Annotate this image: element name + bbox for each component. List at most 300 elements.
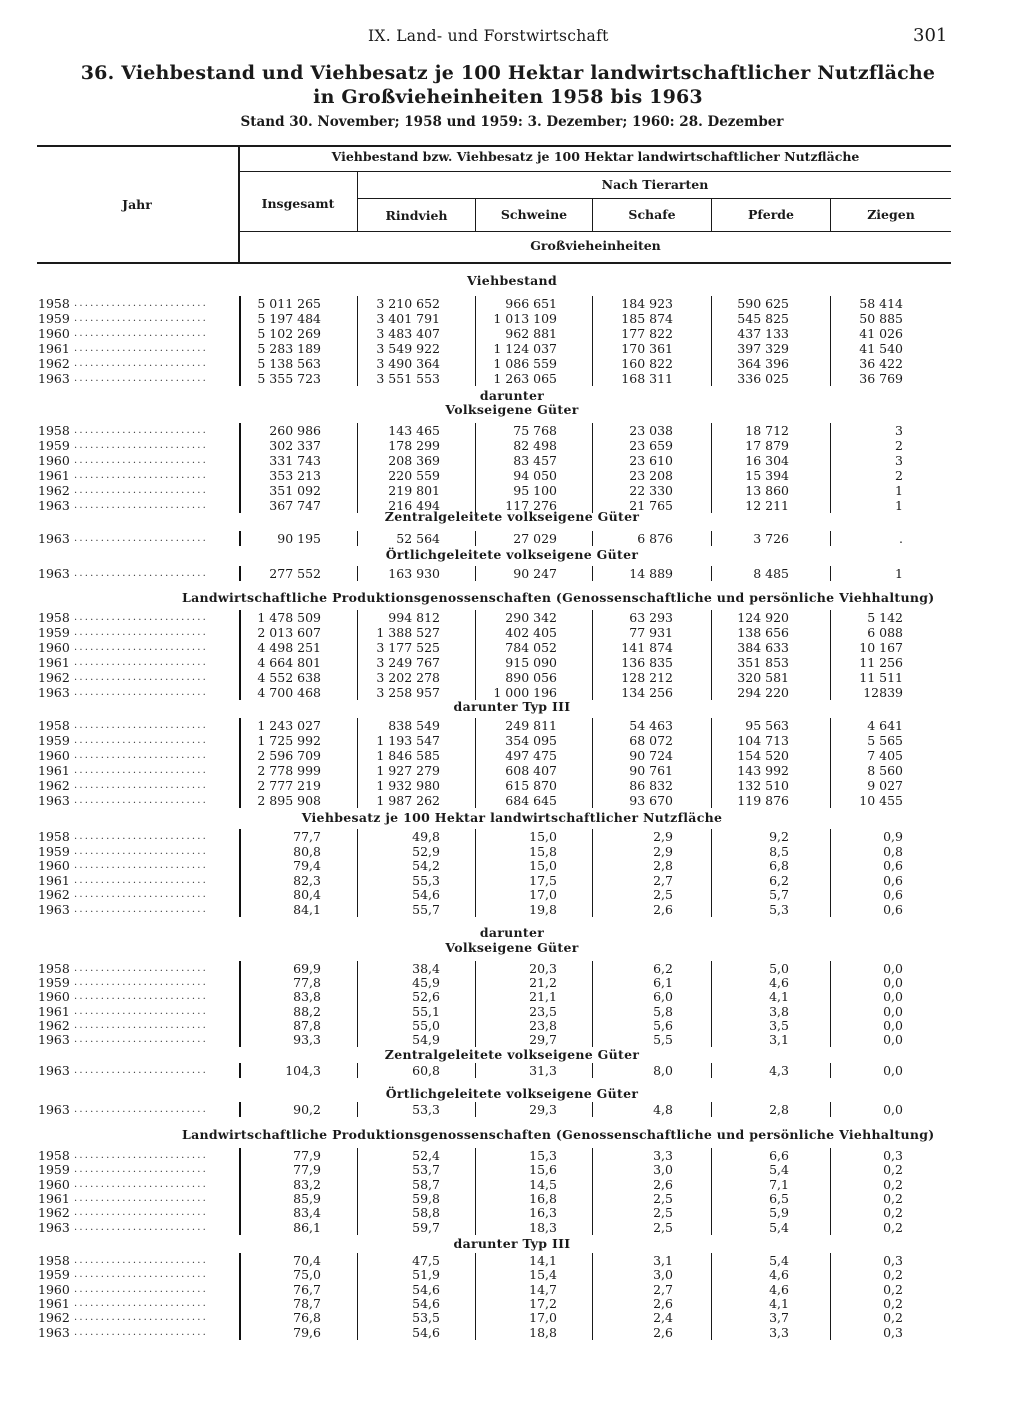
- row-year: 1958: [38, 829, 70, 844]
- cell-value: 290 342: [505, 610, 557, 625]
- column-rule: [239, 1267, 241, 1282]
- column-rule: [475, 1018, 476, 1033]
- cell-value: 5,6: [653, 1017, 673, 1033]
- cell-value: 3,0: [653, 1267, 673, 1283]
- cell-value: 4 552 638: [257, 669, 321, 685]
- cell-value: 15 394: [745, 467, 789, 483]
- leader-dots: . . . . . . . . . . . . . . . . . . . . . . . . .: [74, 831, 206, 842]
- column-rule: [239, 296, 241, 311]
- column-rule: [830, 423, 831, 438]
- column-rule: [592, 1205, 593, 1220]
- column-rule: [357, 844, 358, 859]
- cell-value: 0,2: [883, 1219, 903, 1235]
- table-row: [0, 454, 1024, 467]
- column-rule: [239, 670, 241, 685]
- column-rule: [357, 655, 358, 670]
- leader-dots: . . . . . . . . . . . . . . . . . . . . . . . . .: [74, 977, 206, 989]
- cell-value: 0,6: [883, 872, 903, 888]
- column-rule: [475, 1162, 476, 1177]
- column-rule: [239, 902, 241, 917]
- row-year: 1960: [38, 1281, 70, 1297]
- table-row: [0, 764, 1024, 777]
- row-year: 1963: [38, 1063, 70, 1078]
- column-rule: [475, 1282, 476, 1297]
- column-rule: [475, 1296, 476, 1311]
- column-rule: [592, 566, 593, 581]
- cell-value: 5 138 563: [257, 355, 321, 371]
- cell-value: 5 142: [867, 610, 903, 625]
- row-year: 1958: [38, 296, 70, 311]
- column-rule: [711, 902, 712, 917]
- column-rule: [711, 718, 712, 733]
- cell-value: 1 927 279: [376, 762, 440, 778]
- cell-value: 15,4: [529, 1267, 557, 1283]
- column-rule: [239, 748, 241, 763]
- leader-dots: . . . . . . . . . . . . . . . . . . . . . . . . .: [74, 904, 206, 915]
- leader-dots: . . . . . . . . . . . . . . . . . . . . . . . . .: [74, 484, 206, 496]
- column-rule: [830, 670, 831, 685]
- cell-value: 6 088: [867, 624, 903, 640]
- column-rule: [830, 655, 831, 670]
- row-year: 1961: [38, 762, 70, 778]
- table-row: [0, 1221, 1024, 1234]
- column-rule: [711, 748, 712, 763]
- cell-value: 220 559: [388, 467, 440, 483]
- cell-value: 12 211: [745, 497, 789, 513]
- column-rule: [711, 829, 712, 844]
- cell-value: 6,5: [769, 1190, 789, 1206]
- column-rule: [711, 844, 712, 859]
- row-year: 1963: [38, 1219, 70, 1235]
- column-rule: [475, 1032, 476, 1047]
- column-rule: [357, 1148, 358, 1163]
- column-rule: [357, 829, 358, 844]
- cell-value: 966 651: [505, 296, 557, 311]
- cell-value: 336 025: [737, 370, 789, 386]
- row-year: 1961: [38, 340, 70, 356]
- column-rule: [592, 1032, 593, 1047]
- cell-value: 2,7: [653, 1281, 673, 1297]
- cell-value: 17,0: [529, 1310, 557, 1326]
- column-rule: [592, 531, 593, 546]
- column-rule: [830, 1191, 831, 1206]
- column-rule: [711, 989, 712, 1004]
- cell-value: 90 724: [629, 747, 673, 763]
- column-rule: [239, 718, 241, 733]
- cell-value: 3: [895, 423, 903, 438]
- cell-value: 0,2: [883, 1281, 903, 1297]
- column-rule: [475, 748, 476, 763]
- column-rule: [592, 341, 593, 356]
- cell-value: 45,9: [412, 975, 440, 991]
- cell-value: 60,8: [412, 1063, 440, 1078]
- column-rule: [239, 887, 241, 902]
- column-rule: [239, 483, 241, 498]
- cell-value: 29,3: [529, 1102, 557, 1117]
- cell-value: 331 743: [269, 452, 321, 468]
- cell-value: 2,9: [653, 843, 673, 859]
- column-rule: [357, 1102, 358, 1117]
- cell-value: 915 090: [505, 654, 557, 670]
- row-year: 1959: [38, 1267, 70, 1283]
- leader-dots: . . . . . . . . . . . . . . . . . . . . . . . . .: [74, 889, 206, 901]
- cell-value: 1 263 065: [493, 370, 557, 386]
- leader-dots: . . . . . . . . . . . . . . . . . . . . . . . . .: [74, 499, 206, 511]
- table-row: [0, 611, 1024, 624]
- cell-value: 0,3: [883, 1253, 903, 1268]
- leader-dots: . . . . . . . . . . . . . . . . . . . . . . . . .: [74, 686, 206, 698]
- column-rule: [592, 483, 593, 498]
- column-rule: [357, 748, 358, 763]
- table-row: [0, 779, 1024, 792]
- table-row: [0, 424, 1024, 437]
- cell-value: 4,1: [769, 989, 789, 1005]
- section-subtitle: Volkseigene Güter: [445, 940, 579, 955]
- cell-value: 2,4: [653, 1310, 673, 1326]
- column-rule: [357, 1177, 358, 1192]
- column-rule: [830, 1102, 831, 1117]
- cell-value: 6 876: [637, 531, 673, 546]
- cell-value: 22 330: [629, 482, 673, 498]
- cell-value: 143 465: [388, 423, 440, 438]
- table-row: [0, 484, 1024, 497]
- cell-value: 15,8: [529, 843, 557, 859]
- column-rule: [357, 1282, 358, 1297]
- leader-dots: . . . . . . . . . . . . . . . . . . . . . . . . .: [74, 1326, 206, 1338]
- column-rule: [357, 1191, 358, 1206]
- cell-value: 0,0: [883, 961, 903, 976]
- cell-value: 58,8: [412, 1205, 440, 1221]
- cell-value: 249 811: [505, 718, 557, 733]
- row-year: 1961: [38, 654, 70, 670]
- row-year: 1958: [38, 610, 70, 625]
- row-year: 1959: [38, 437, 70, 453]
- cell-value: 83,8: [293, 989, 321, 1005]
- cell-value: 545 825: [737, 310, 789, 326]
- column-rule: [830, 625, 831, 640]
- leader-dots: . . . . . . . . . . . . . . . . . . . . . . . . .: [74, 860, 206, 872]
- cell-value: 5 355 723: [257, 370, 321, 386]
- column-rule: [239, 989, 241, 1004]
- cell-value: 168 311: [621, 370, 673, 386]
- column-rule: [357, 1018, 358, 1033]
- column-rule: [239, 1296, 241, 1311]
- cell-value: 2 777 219: [257, 777, 321, 793]
- column-rule: [592, 438, 593, 453]
- header-col-rindvieh: Rindvieh: [385, 208, 448, 223]
- column-rule: [711, 1205, 712, 1220]
- column-rule: [592, 1063, 593, 1078]
- cell-value: 3 401 791: [376, 310, 440, 326]
- leader-dots: . . . . . . . . . . . . . . . . . . . . . . . . .: [74, 357, 206, 369]
- cell-value: 23,8: [529, 1017, 557, 1033]
- cell-value: 94 050: [513, 467, 557, 483]
- table-row: [0, 1297, 1024, 1310]
- cell-value: 0,3: [883, 1148, 903, 1163]
- column-rule: [239, 453, 241, 468]
- cell-value: 80,4: [293, 887, 321, 903]
- cell-value: 10 167: [859, 639, 903, 655]
- column-rule: [239, 763, 241, 778]
- cell-value: 29,7: [529, 1032, 557, 1047]
- row-year: 1962: [38, 887, 70, 903]
- cell-value: 0,2: [883, 1310, 903, 1326]
- row-year: 1963: [38, 566, 70, 581]
- column-rule: [711, 1191, 712, 1206]
- column-rule: [239, 793, 241, 808]
- row-year: 1959: [38, 732, 70, 748]
- cell-value: 93 670: [629, 792, 673, 808]
- cell-value: 82,3: [293, 872, 321, 888]
- table-row: [0, 888, 1024, 901]
- column-rule: [357, 902, 358, 917]
- leader-dots: . . . . . . . . . . . . . . . . . . . . . . . . .: [74, 1192, 206, 1204]
- column-rule: [711, 961, 712, 976]
- section-subtitle: Volkseigene Güter: [445, 402, 579, 417]
- cell-value: 5,3: [769, 902, 789, 917]
- cell-value: 890 056: [505, 669, 557, 685]
- column-rule: [475, 1063, 476, 1078]
- cell-value: 0,0: [883, 1003, 903, 1019]
- table-row: [0, 357, 1024, 370]
- cell-value: 1 388 527: [376, 624, 440, 640]
- column-rule: [357, 423, 358, 438]
- cell-value: 0,2: [883, 1205, 903, 1221]
- cell-value: 50 885: [859, 310, 903, 326]
- table-row: [0, 656, 1024, 669]
- table-row: [0, 469, 1024, 482]
- column-rule: [830, 1310, 831, 1325]
- table-row: [0, 1149, 1024, 1162]
- cell-value: 0,0: [883, 989, 903, 1005]
- row-year: 1963: [38, 902, 70, 917]
- cell-value: 23 659: [629, 437, 673, 453]
- cell-value: 49,8: [412, 829, 440, 844]
- cell-value: 47,5: [412, 1253, 440, 1268]
- cell-value: 117 276: [505, 497, 557, 513]
- cell-value: 75 768: [513, 423, 557, 438]
- table-row: [0, 976, 1024, 989]
- column-rule: [592, 763, 593, 778]
- table-row: [0, 1033, 1024, 1046]
- table-row: [0, 1103, 1024, 1116]
- leader-dots: . . . . . . . . . . . . . . . . . . . . . . . . .: [74, 1178, 206, 1190]
- column-rule: [711, 1177, 712, 1192]
- column-rule: [239, 1205, 241, 1220]
- column-rule: [711, 763, 712, 778]
- cell-value: 3,5: [769, 1017, 789, 1033]
- cell-value: 83,4: [293, 1205, 321, 1221]
- column-rule: [475, 1102, 476, 1117]
- cell-value: 219 801: [388, 482, 440, 498]
- row-year: 1962: [38, 355, 70, 371]
- section-title: darunter: [479, 925, 545, 940]
- cell-value: 16 304: [745, 452, 789, 468]
- column-rule: [592, 356, 593, 371]
- column-rule: [592, 1191, 593, 1206]
- column-rule: [830, 371, 831, 386]
- cell-value: 3 551 553: [376, 370, 440, 386]
- cell-value: 82 498: [513, 437, 557, 453]
- cell-value: 3,1: [653, 1253, 673, 1268]
- column-rule: [357, 1325, 358, 1340]
- cell-value: 9 027: [867, 777, 903, 793]
- column-rule: [239, 1162, 241, 1177]
- cell-value: 59,8: [412, 1190, 440, 1206]
- column-rule: [830, 1063, 831, 1078]
- header-top-rule: [37, 145, 951, 147]
- row-year: 1961: [38, 872, 70, 888]
- cell-value: 16,3: [529, 1205, 557, 1221]
- cell-value: 83 457: [513, 452, 557, 468]
- table-row: [0, 626, 1024, 639]
- column-rule: [711, 1325, 712, 1340]
- table-row: [0, 1206, 1024, 1219]
- cell-value: 138 656: [737, 624, 789, 640]
- column-rule: [239, 1310, 241, 1325]
- column-rule: [357, 371, 358, 386]
- cell-value: 14,5: [529, 1176, 557, 1192]
- cell-value: 75,0: [293, 1267, 321, 1283]
- cell-value: 0,6: [883, 887, 903, 903]
- cell-value: 962 881: [505, 325, 557, 341]
- leader-dots: . . . . . . . . . . . . . . . . . . . . . . . . .: [74, 372, 206, 384]
- leader-dots: . . . . . . . . . . . . . . . . . . . . . . . . .: [74, 720, 206, 731]
- cell-value: 2,5: [653, 887, 673, 903]
- leader-dots: . . . . . . . . . . . . . . . . . . . . . . . . .: [74, 612, 206, 623]
- table-row: [0, 327, 1024, 340]
- row-year: 1960: [38, 639, 70, 655]
- column-rule: [475, 873, 476, 888]
- column-rule: [239, 1220, 241, 1235]
- row-year: 1958: [38, 423, 70, 438]
- cell-value: 14 889: [629, 566, 673, 581]
- column-rule: [239, 1102, 241, 1117]
- cell-value: 497 475: [505, 747, 557, 763]
- leader-dots: . . . . . . . . . . . . . . . . . . . . . . . . .: [74, 845, 206, 857]
- column-rule: [357, 483, 358, 498]
- cell-value: 0,3: [883, 1324, 903, 1340]
- cell-value: 2 596 709: [257, 747, 321, 763]
- cell-value: 4,6: [769, 975, 789, 991]
- cell-value: 277 552: [269, 566, 321, 581]
- table-title: 36. Viehbestand und Viehbesatz je 100 Hektar landwirtschaftlicher Nutzfläche: [80, 62, 936, 84]
- column-rule: [475, 640, 476, 655]
- cell-value: 36 422: [859, 355, 903, 371]
- cell-value: 353 213: [269, 467, 321, 483]
- cell-value: 77 931: [629, 624, 673, 640]
- column-rule: [475, 655, 476, 670]
- cell-value: 260 986: [269, 423, 321, 438]
- cell-value: 5,8: [653, 1003, 673, 1019]
- column-rule: [830, 733, 831, 748]
- section-title: Viehbesatz je 100 Hektar landwirtschaftlicher Nutzfläche: [301, 810, 723, 825]
- cell-value: 68 072: [629, 732, 673, 748]
- cell-value: 320 581: [737, 669, 789, 685]
- column-rule: [239, 356, 241, 371]
- column-rule: [711, 610, 712, 625]
- column-rule: [239, 1004, 241, 1019]
- cell-value: 59,7: [412, 1219, 440, 1235]
- column-rule: [239, 1282, 241, 1297]
- header-bottom-rule: [37, 262, 951, 264]
- column-rule: [830, 326, 831, 341]
- cell-value: 0,2: [883, 1295, 903, 1311]
- column-rule: [711, 1282, 712, 1297]
- section-title: Örtlichgeleitete volkseigene Güter: [385, 1086, 639, 1101]
- cell-value: 27 029: [513, 531, 557, 546]
- leader-dots: . . . . . . . . . . . . . . . . . . . . . . . . .: [74, 963, 206, 974]
- cell-value: 10 455: [859, 792, 903, 808]
- column-rule: [239, 531, 241, 546]
- cell-value: 163 930: [388, 566, 440, 581]
- table-row: [0, 532, 1024, 545]
- section-title: Zentralgeleitete volkseigene Güter: [384, 1047, 640, 1062]
- column-rule: [239, 640, 241, 655]
- column-rule: [239, 1148, 241, 1163]
- row-year: 1958: [38, 718, 70, 733]
- leader-dots: . . . . . . . . . . . . . . . . . . . . . . . . .: [74, 1269, 206, 1281]
- cell-value: 1 478 509: [257, 610, 321, 625]
- row-year: 1961: [38, 1295, 70, 1311]
- cell-value: 6,1: [653, 975, 673, 991]
- header-col-pferde: Pferde: [747, 207, 794, 222]
- column-rule: [830, 356, 831, 371]
- column-rule: [830, 1004, 831, 1019]
- column-rule: [357, 1205, 358, 1220]
- cell-value: 87,8: [293, 1017, 321, 1033]
- cell-value: 41 540: [859, 340, 903, 356]
- cell-value: 208 369: [388, 452, 440, 468]
- column-rule: [592, 902, 593, 917]
- column-rule: [830, 1253, 831, 1268]
- cell-value: 20,3: [529, 961, 557, 976]
- column-rule: [239, 468, 241, 483]
- column-rule: [357, 733, 358, 748]
- column-rule: [592, 1148, 593, 1163]
- column-rule: [239, 371, 241, 386]
- table-row: [0, 297, 1024, 310]
- column-rule: [357, 718, 358, 733]
- column-rule: [592, 1018, 593, 1033]
- column-rule: [239, 844, 241, 859]
- cell-value: 54 463: [629, 718, 673, 733]
- column-rule: [475, 1205, 476, 1220]
- column-rule: [592, 748, 593, 763]
- cell-value: 0,0: [883, 975, 903, 991]
- header-jahr: Jahr: [122, 197, 152, 212]
- cell-value: 4,6: [769, 1281, 789, 1297]
- cell-value: 38,4: [412, 961, 440, 976]
- section-title: darunter Typ III: [453, 699, 571, 714]
- cell-value: 54,9: [412, 1032, 440, 1047]
- column-rule: [357, 670, 358, 685]
- cell-value: 2,6: [653, 902, 673, 917]
- column-rule: [475, 829, 476, 844]
- column-rule: [239, 326, 241, 341]
- column-rule: [357, 640, 358, 655]
- column-rule: [592, 778, 593, 793]
- table-row: [0, 342, 1024, 355]
- column-rule: [357, 778, 358, 793]
- leader-dots: . . . . . . . . . . . . . . . . . . . . . . . . .: [74, 298, 206, 309]
- column-rule: [475, 483, 476, 498]
- cell-value: 11 256: [859, 654, 903, 670]
- table-row: [0, 1019, 1024, 1032]
- leader-dots: . . . . . . . . . . . . . . . . . . . . . . . . .: [74, 671, 206, 683]
- row-year: 1963: [38, 497, 70, 513]
- column-rule: [592, 326, 593, 341]
